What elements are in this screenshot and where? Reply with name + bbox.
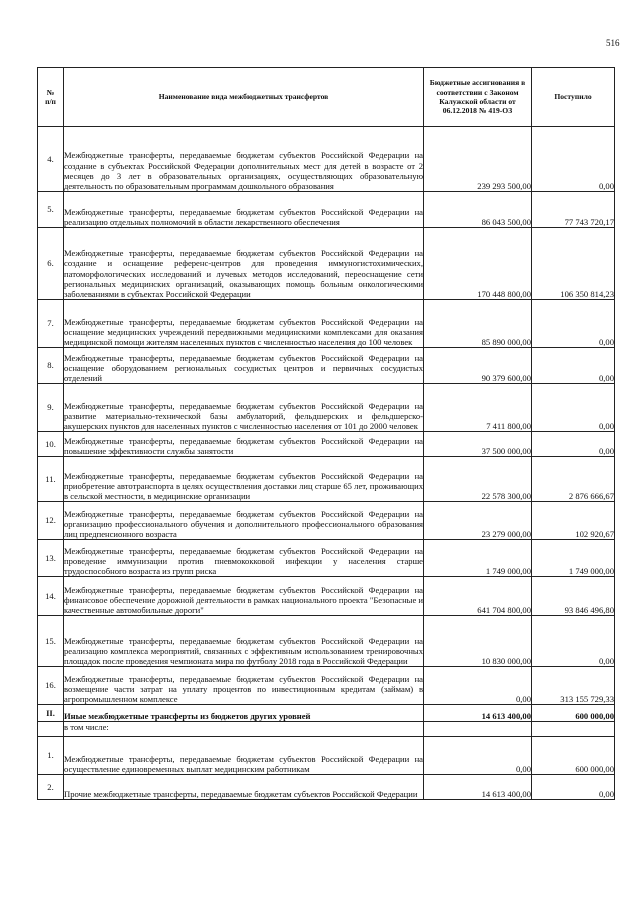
row-assigned: 10 830 000,00 [424, 616, 532, 667]
row-num: 12. [38, 502, 64, 540]
row-assigned: 641 704 800,00 [424, 577, 532, 616]
header-num: № п/п [38, 68, 64, 127]
row-assigned: 90 379 600,00 [424, 348, 532, 384]
section-received: 600 000,00 [532, 705, 615, 722]
row-assigned: 7 411 800,00 [424, 384, 532, 432]
row-num: 4. [38, 127, 64, 192]
row-assigned: 86 043 500,00 [424, 192, 532, 228]
row-name: Межбюджетные трансферты, передаваемые бюджетам субъектов Российской Федерации на развитие материально-технической базы амбулаторий, фельдшерских и фельдшерско-акушерских пунктов для населенных пунктов с численностью населения от 101 до 2000 человек [64, 384, 424, 432]
row-num: 8. [38, 348, 64, 384]
row-received: 93 846 496,80 [532, 577, 615, 616]
row-num: 11. [38, 457, 64, 502]
row-received: 0,00 [532, 775, 615, 800]
transfers-table [37, 67, 615, 800]
row-name: Межбюджетные трансферты, передаваемые бюджетам субъектов Российской Федерации на повышение эффективности службы занятости [64, 432, 424, 457]
header-name: Наименование вида межбюджетных трансфертов [64, 68, 424, 127]
row-received: 0,00 [532, 127, 615, 192]
row-name: Межбюджетные трансферты, передаваемые бюджетам субъектов Российской Федерации на создание и оснащение референс-центров для проведения иммуногистохимических, патоморфологических исследований и лучевых методов исследований, переоснащение сети региональных медицинских организаций, оказывающих помощь больным онкологическими заболеваниями в субъектах Российской Федерации [64, 228, 424, 300]
row-num: 13. [38, 540, 64, 577]
header-row [38, 68, 615, 127]
row-name: Прочие межбюджетные трансферты, передаваемые бюджетам субъектов Российской Федерации [64, 775, 424, 800]
table-row [38, 577, 615, 616]
row-name: Межбюджетные трансферты, передаваемые бюджетам субъектов Российской Федерации на финансовое обеспечение дорожной деятельности в рамках национального проекта "Безопасные и качественные автомобильные дороги" [64, 577, 424, 616]
header-received: Поступило [532, 68, 615, 127]
row-name: Межбюджетные трансферты, передаваемые бюджетам субъектов Российской Федерации на организацию профессионального обучения и дополнительного профессионального образования лиц предпенсионного возраста [64, 502, 424, 540]
table-row [38, 228, 615, 300]
table-row [38, 502, 615, 540]
row-name: Межбюджетные трансферты, передаваемые бюджетам субъектов Российской Федерации на реализацию отдельных полномочий в области лекарственного обеспечения [64, 192, 424, 228]
row-name: Межбюджетные трансферты, передаваемые бюджетам субъектов Российской Федерации на возмещение части затрат на уплату процентов по инвестиционным кредитам (займам) в агропромышленном комплексе [64, 667, 424, 705]
row-num: 6. [38, 228, 64, 300]
including-row [38, 722, 615, 737]
table-row [38, 348, 615, 384]
row-assigned: 239 293 500,00 [424, 127, 532, 192]
row-name: Межбюджетные трансферты, передаваемые бюджетам субъектов Российской Федерации на осуществление единовременных выплат медицинским работникам [64, 737, 424, 775]
row-received: 1 749 000,00 [532, 540, 615, 577]
row-name: Межбюджетные трансферты, передаваемые бюджетам субъектов Российской Федерации на оснащение оборудованием региональных сосудистых центров и первичных сосудистых отделений [64, 348, 424, 384]
row-name: Межбюджетные трансферты, передаваемые бюджетам субъектов Российской Федерации на реализацию комплекса мероприятий, связанных с эффективным использованием тренировочных площадок после проведения чемпионата мира по футболу 2018 года в Российской Федерации [64, 616, 424, 667]
row-received: 77 743 720,17 [532, 192, 615, 228]
row-assigned: 170 448 800,00 [424, 228, 532, 300]
row-received: 102 920,67 [532, 502, 615, 540]
table-row [38, 300, 615, 348]
row-assigned: 1 749 000,00 [424, 540, 532, 577]
row-received: 313 155 729,33 [532, 667, 615, 705]
row-received: 0,00 [532, 384, 615, 432]
row-num: 1. [38, 737, 64, 775]
table-row [38, 384, 615, 432]
including-label: в том числе: [64, 722, 424, 737]
header-assigned: Бюджетные ассигнования в соответствии с Законом Калужской области от 06.12.2018 № 419-ОЗ [424, 68, 532, 127]
section-name: Иные межбюджетные трансферты из бюджетов других уровней [64, 705, 424, 722]
section-assigned: 14 613 400,00 [424, 705, 532, 722]
row-num: 7. [38, 300, 64, 348]
row-name: Межбюджетные трансферты, передаваемые бюджетам субъектов Российской Федерации на проведение иммунизации против пневмококковой инфекции у населения старше трудоспособного возраста из групп риска [64, 540, 424, 577]
table-row [38, 432, 615, 457]
row-name: Межбюджетные трансферты, передаваемые бюджетам субъектов Российской Федерации на приобретение автотранспорта в целях осуществления доставки лиц старше 65 лет, проживающих в сельской местности, в медицинские организации [64, 457, 424, 502]
row-assigned: 85 890 000,00 [424, 300, 532, 348]
table-row [38, 775, 615, 800]
row-assigned: 23 279 000,00 [424, 502, 532, 540]
row-name: Межбюджетные трансферты, передаваемые бюджетам субъектов Российской Федерации на создание в субъектах Российской Федерации дополнительных мест для детей в возрасте от 2 месяцев до 3 лет в образовательных организациях, осуществляющих образовательную деятельность по образовательным программам дошкольного образования [64, 127, 424, 192]
row-num: 14. [38, 577, 64, 616]
row-assigned: 0,00 [424, 667, 532, 705]
row-num: 9. [38, 384, 64, 432]
row-name: Межбюджетные трансферты, передаваемые бюджетам субъектов Российской Федерации на оснащение медицинских учреждений передвижными медицинскими комплексами для оказания медицинской помощи жителям населенных пунктов с численностью населения до 100 человек [64, 300, 424, 348]
table-row [38, 192, 615, 228]
section-row [38, 705, 615, 722]
row-received: 0,00 [532, 348, 615, 384]
row-assigned: 37 500 000,00 [424, 432, 532, 457]
row-num: 16. [38, 667, 64, 705]
row-num: 5. [38, 192, 64, 228]
row-received: 600 000,00 [532, 737, 615, 775]
section-num: II. [38, 705, 64, 722]
row-num: 15. [38, 616, 64, 667]
row-assigned: 14 613 400,00 [424, 775, 532, 800]
page-number: 516 [606, 38, 620, 48]
table-row [38, 127, 615, 192]
row-received: 0,00 [532, 616, 615, 667]
table-row [38, 737, 615, 775]
row-received: 106 350 814,23 [532, 228, 615, 300]
row-num: 2. [38, 775, 64, 800]
row-received: 0,00 [532, 300, 615, 348]
row-assigned: 22 578 300,00 [424, 457, 532, 502]
table-row [38, 667, 615, 705]
row-received: 2 876 666,67 [532, 457, 615, 502]
table-row [38, 457, 615, 502]
row-num: 10. [38, 432, 64, 457]
table-row [38, 616, 615, 667]
row-received: 0,00 [532, 432, 615, 457]
row-assigned: 0,00 [424, 737, 532, 775]
table-row [38, 540, 615, 577]
